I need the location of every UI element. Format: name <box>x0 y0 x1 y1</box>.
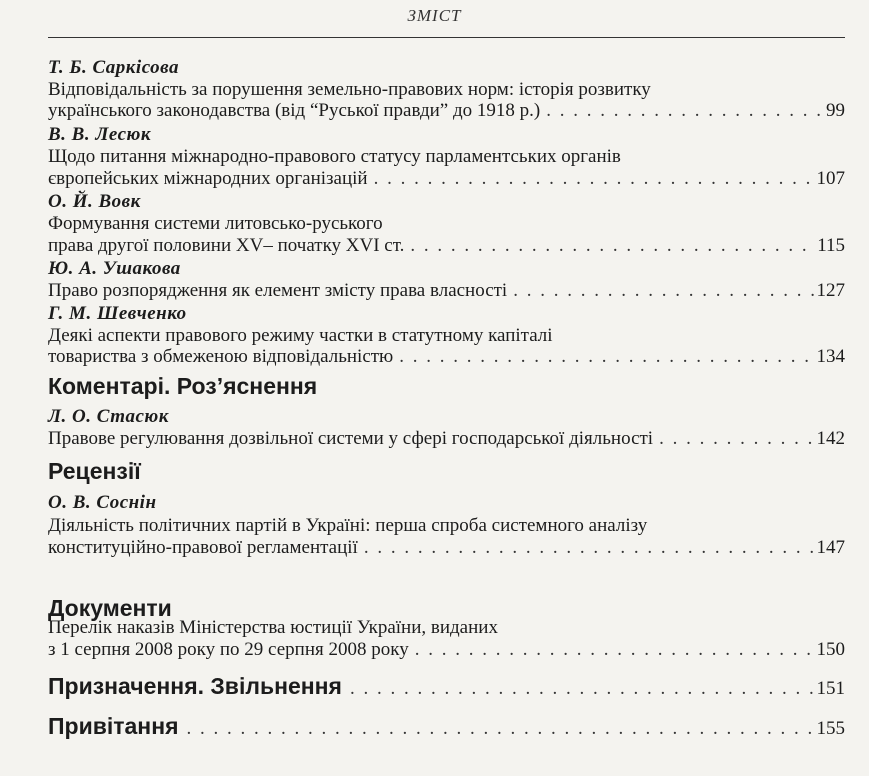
page-header: ЗМІСТ <box>407 6 462 25</box>
section-heading-appointments: Призначення. Звільнення <box>48 673 342 699</box>
toc-entry[interactable] <box>48 346 845 368</box>
toc-section-greetings[interactable] <box>48 713 845 740</box>
page-number: 142 <box>816 428 845 449</box>
entry-title-line: Діяльність політичних партій в Україні: перша спроба системного аналізу <box>48 515 648 536</box>
dot-leader <box>546 100 824 122</box>
dot-leader <box>350 678 815 700</box>
entry-title-line: європейських міжнародних організацій <box>48 168 368 189</box>
toc-section-appointments[interactable] <box>48 673 845 700</box>
section-heading-greetings: Привітання <box>48 713 179 739</box>
dot-leader <box>364 537 815 559</box>
dot-leader <box>374 168 815 190</box>
dot-leader <box>410 235 815 257</box>
entry-title-line: Перелік наказів Міністерства юстиції України, виданих <box>48 617 498 638</box>
entry-title-line: українського законодавства (від “Руської правди” до 1918 р.) <box>48 100 541 121</box>
toc-entry[interactable] <box>48 639 845 661</box>
dot-leader <box>513 280 814 302</box>
entry-author: Г. М. Шевченко <box>48 303 187 324</box>
toc-entry[interactable] <box>48 168 845 190</box>
dot-leader <box>399 346 814 368</box>
toc-entry[interactable] <box>48 280 845 302</box>
entry-title-line: Щодо питання міжнародно-правового статусу парламентських органів <box>48 146 621 167</box>
entry-author: Ю. А. Ушакова <box>48 258 181 279</box>
entry-author: Т. Б. Саркісова <box>48 57 180 78</box>
toc-entry[interactable] <box>48 537 845 559</box>
page-number: 99 <box>826 100 845 121</box>
page-number: 155 <box>816 718 845 739</box>
entry-title-line: права другої половини XV– початку XVI ст. <box>48 235 405 256</box>
toc-entry[interactable] <box>48 235 845 257</box>
toc-entry[interactable] <box>48 428 845 450</box>
entry-title-line: з 1 серпня 2008 року по 29 серпня 2008 року <box>48 639 409 660</box>
toc-entry[interactable] <box>48 100 845 122</box>
entry-title-line: Право розпорядження як елемент змісту права власності <box>48 280 508 301</box>
entry-author: О. В. Соснін <box>48 492 157 513</box>
entry-title-line: Деякі аспекти правового режиму частки в статутному капіталі <box>48 325 553 346</box>
entry-title-line: Відповідальність за порушення земельно-правових норм: історія розвитку <box>48 79 651 100</box>
page-number: 134 <box>816 346 845 367</box>
entry-title-line: Правове регулювання дозвільної системи у сфері господарської діяльності <box>48 428 654 449</box>
section-heading-documents: Документи <box>48 595 172 621</box>
page-number: 127 <box>816 280 845 301</box>
dot-leader <box>415 639 815 661</box>
dot-leader <box>659 428 814 450</box>
page-number: 150 <box>816 639 845 660</box>
entry-title-line: конституційно-правової регламентації <box>48 537 358 558</box>
header-rule <box>48 37 845 38</box>
section-heading-commentary: Коментарі. Роз’яснення <box>48 373 318 399</box>
entry-author: О. Й. Вовк <box>48 191 141 212</box>
dot-leader <box>187 718 815 740</box>
page-number: 151 <box>816 678 845 699</box>
entry-author: Л. О. Стасюк <box>48 406 169 427</box>
entry-title-line: Формування системи литовсько-руського <box>48 213 383 234</box>
entry-author: В. В. Лесюк <box>48 124 151 145</box>
page-number: 107 <box>816 168 845 189</box>
page-number: 147 <box>816 537 845 558</box>
entry-title-line: товариства з обмеженою відповідальністю <box>48 346 394 367</box>
section-heading-reviews: Рецензії <box>48 458 141 484</box>
page-number: 115 <box>817 235 845 256</box>
